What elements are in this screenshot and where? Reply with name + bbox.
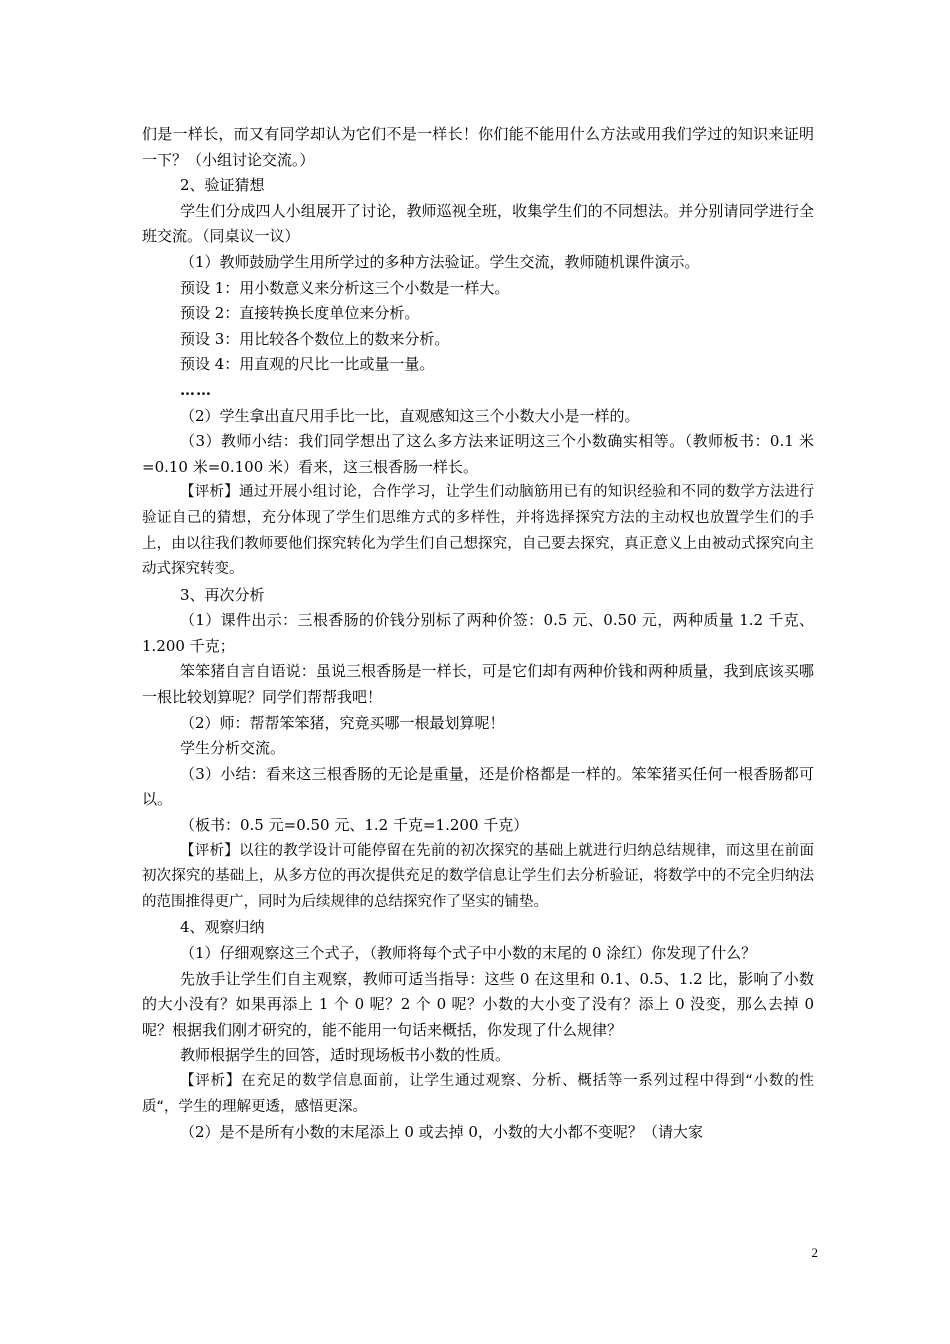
paragraph: （板书：0.5 元=0.50 元、1.2 千克=1.200 千克） xyxy=(180,816,529,835)
paragraph: （1）教师鼓励学生用所学过的多种方法验证。学生交流，教师随机课件演示。 xyxy=(180,252,700,271)
paragraph: 预设 4：用直观的尺比一比或量一量。 xyxy=(180,355,435,374)
paragraph: 预设 1：用小数意义来分析这三个小数是一样大。 xyxy=(180,278,510,297)
paragraph: 学生们分成四人小组展开了讨论，教师巡视全班，收集学生们的不同想法。并分别请同学进行全班交流。（同桌议一议） xyxy=(142,201,814,246)
paragraph: （2）师：帮帮笨笨猪，究竟买哪一根最划算呢！ xyxy=(180,713,505,732)
commentary-paragraph: 【评析】通过开展小组讨论，合作学习，让学生们动脑筋用已有的知识经验和不同的数学方法进行验证自己的猜想，充分体现了学生们思维方式的多样性，并将选择探究方法的主动权也放置学生们的手上，由以往我们教师要他们探究转化为学生们自己想探究，自己要去探究，真正意义上由被动式探究向主动式探究转变。 xyxy=(142,484,814,578)
paragraph: （2）是不是所有小数的末尾添上 0 或去掉 0，小数的大小都不变呢？（请大家 xyxy=(180,1123,703,1142)
paragraph: 预设 2：直接转换长度单位来分析。 xyxy=(180,304,420,323)
paragraph: 笨笨猪自言自语说：虽说三根香肠是一样长，可是它们却有两种价钱和两种质量，我到底该买哪一根比较划算呢？同学们帮帮我吧！ xyxy=(142,662,814,707)
document-body xyxy=(142,122,814,1146)
commentary-paragraph: 【评析】以往的教学设计可能停留在先前的初次探究的基础上就进行归纳总结规律，而这里在前面初次探究的基础上，从多方位的再次提供充足的数学信息让学生们去分析验证，将数学中的不完全归纳法的范围推得更广，同时为后续规律的总结探究作了坚实的铺垫。 xyxy=(142,842,814,910)
paragraph: （1）仔细观察这三个式子，（教师将每个式子中小数的末尾的 0 涂红）你发现了什么？ xyxy=(180,944,757,962)
page-number: 2 xyxy=(811,1245,818,1260)
paragraph: （3）教师小结：我们同学想出了这么多方法来证明这三个小数确实相等。（教师板书：0.1 米=0.10 米=0.100 米）看来，这三根香肠一样长。 xyxy=(142,432,814,476)
paragraph: （1）课件出示：三根香肠的价钱分别标了两种价签：0.5 元、0.50 元，两种质量 1.2 千克、1.200 千克； xyxy=(142,611,814,655)
paragraph: （3）小结：看来这三根香肠的无论是重量，还是价格都是一样的。笨笨猪买任何一根香肠都可以。 xyxy=(142,764,814,809)
paragraph: 先放手让学生们自主观察，教师可适当指导：这些 0 在这里和 0.1、0.5、1.2 比，影响了小数的大小没有？如果再添上 1 个 0 呢？2 个 0 呢？小数的大小变了没有？添上 0 没变，那么去掉 0 呢？根据我们刚才研究的，能不能用一句话来概括，你发现了什么规律？ xyxy=(142,969,814,1039)
paragraph: 们是一样长，而又有同学却认为它们不是一样长！你们能不能用什么方法或用我们学过的知识来证明一下？（小组讨论交流。） xyxy=(142,125,814,169)
paragraph: （2）学生拿出直尺用手比一比，直观感知这三个小数大小是一样的。 xyxy=(180,406,640,425)
paragraph: …… xyxy=(180,380,212,399)
paragraph: 2、验证猜想 xyxy=(180,176,265,195)
paragraph: 3、再次分析 xyxy=(180,585,265,604)
paragraph: 学生分析交流。 xyxy=(180,739,286,758)
paragraph: 教师根据学生的回答，适时现场板书小数的性质。 xyxy=(180,1046,511,1065)
paragraph: 预设 3：用比较各个数位上的数来分析。 xyxy=(180,329,450,348)
paragraph: 4、观察归纳 xyxy=(180,918,265,937)
commentary-paragraph: 【评析】在充足的数学信息面前，让学生通过观察、分析、概括等一系列过程中得到“小数的性质“，学生的理解更透，感悟更深。 xyxy=(142,1072,814,1115)
